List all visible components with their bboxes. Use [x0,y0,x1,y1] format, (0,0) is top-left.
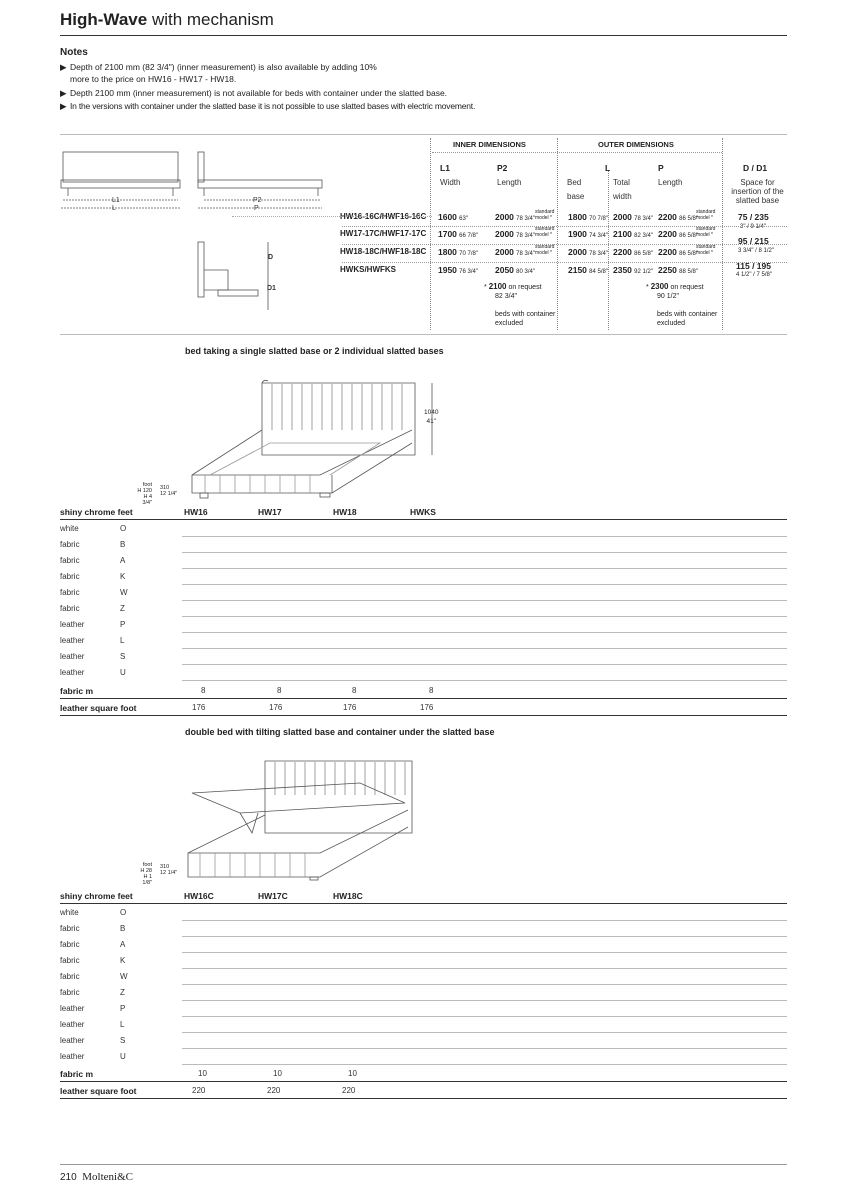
material-label: white [60,524,79,533]
material-code: S [120,652,126,661]
note-item: ▶ Depth 2100 mm (inner measurement) is not available for beds with container under the slatted base. [60,88,448,98]
page-title: High-Wave with mechanism [60,10,274,29]
material-code: P [120,620,126,629]
material-code: U [120,1052,126,1061]
note-item: ▶ In the versions with container under the slatted base it is not possible to use slatted bases with electric movement. [60,101,476,111]
foot-label: foot H 28 H 1 1/8" [140,862,152,886]
material-code: W [120,972,128,981]
row-line [182,1016,787,1017]
feet-header: shiny chrome feet [60,507,133,517]
material-label: fabric [60,588,80,597]
material-label: white [60,908,79,917]
foot-label: foot H 120 H 4 3/4" [137,482,152,506]
foot-size: 310 12 1/4" [160,864,178,876]
material-code: Z [120,604,125,613]
row-line [182,1048,787,1049]
brand-logo: Molteni&C [82,1171,133,1183]
material-code: K [120,572,126,581]
section1-title: bed taking a single slatted base or 2 individual slatted bases [185,346,444,356]
material-label: fabric [60,604,80,613]
material-code: U [120,668,126,677]
material-label: leather [60,652,85,661]
label-d1: D1 [267,285,276,292]
section2-title: double bed with tilting slatted base and container under the slatted base [185,727,495,737]
row-line [182,984,787,985]
material-label: fabric [60,572,80,581]
row-line [182,552,787,553]
feet-header: shiny chrome feet [60,891,133,901]
divider [60,134,787,135]
row-line [182,616,787,617]
material-code: Z [120,988,125,997]
row-line [182,584,787,585]
label-p2: P2 [253,197,262,204]
note-item: ▶ Depth of 2100 mm (82 3/4") (inner measurement) is also available by adding 10% [60,62,377,72]
notes-heading: Notes [60,47,88,58]
bed-dimension-drawings [58,150,328,320]
material-label: leather [60,1052,85,1061]
material-label: leather [60,1036,85,1045]
row-line [182,920,787,921]
label-p: P [254,205,259,212]
note-item: more to the price on HW16 - HW17 - HW18. [70,74,237,84]
row-line [182,632,787,633]
material-code: A [120,556,126,565]
row-line [182,536,787,537]
material-label: fabric [60,956,80,965]
outer-on-request: * 2300 on request 90 1/2" beds with container excluded [646,282,718,327]
material-label: leather [60,620,85,629]
material-code: K [120,956,126,965]
row-line [182,664,787,665]
material-code: A [120,940,126,949]
material-code: P [120,1004,126,1013]
label-l1: L1 [112,197,120,204]
row-line [182,680,787,681]
row-line [182,1032,787,1033]
material-label: fabric [60,940,80,949]
inner-dimensions-header: INNER DIMENSIONS [453,140,526,149]
height-label: 1040 41" [424,409,439,425]
inner-on-request: * 2100 on request 82 3/4" beds with container excluded [484,282,556,327]
foot-size: 310 12 1/4" [160,485,178,497]
label-l: L [112,205,116,212]
material-code: L [120,1020,125,1029]
row-line [182,1064,787,1065]
bed-illustration-1 [180,375,440,505]
material-label: leather [60,668,85,677]
title-rule [60,35,787,36]
material-label: fabric [60,540,80,549]
material-code: L [120,636,125,645]
row-line [182,1000,787,1001]
row-line [182,968,787,969]
row-line [182,952,787,953]
bed-illustration-2 [180,755,440,890]
row-line [182,600,787,601]
material-code: W [120,588,128,597]
outer-dimensions-header: OUTER DIMENSIONS [598,140,674,149]
material-label: fabric [60,556,80,565]
material-code: B [120,540,126,549]
material-code: B [120,924,126,933]
row-line [182,648,787,649]
material-label: leather [60,1020,85,1029]
material-label: fabric [60,972,80,981]
material-label: leather [60,1004,85,1013]
material-label: fabric [60,924,80,933]
row-line [182,568,787,569]
material-code: S [120,1036,126,1045]
material-label: leather [60,636,85,645]
label-d: D [268,254,274,261]
page-footer: 210 Molteni&C [60,1171,133,1183]
material-code: O [120,524,127,533]
material-code: O [120,908,127,917]
material-label: fabric [60,988,80,997]
row-line [182,936,787,937]
